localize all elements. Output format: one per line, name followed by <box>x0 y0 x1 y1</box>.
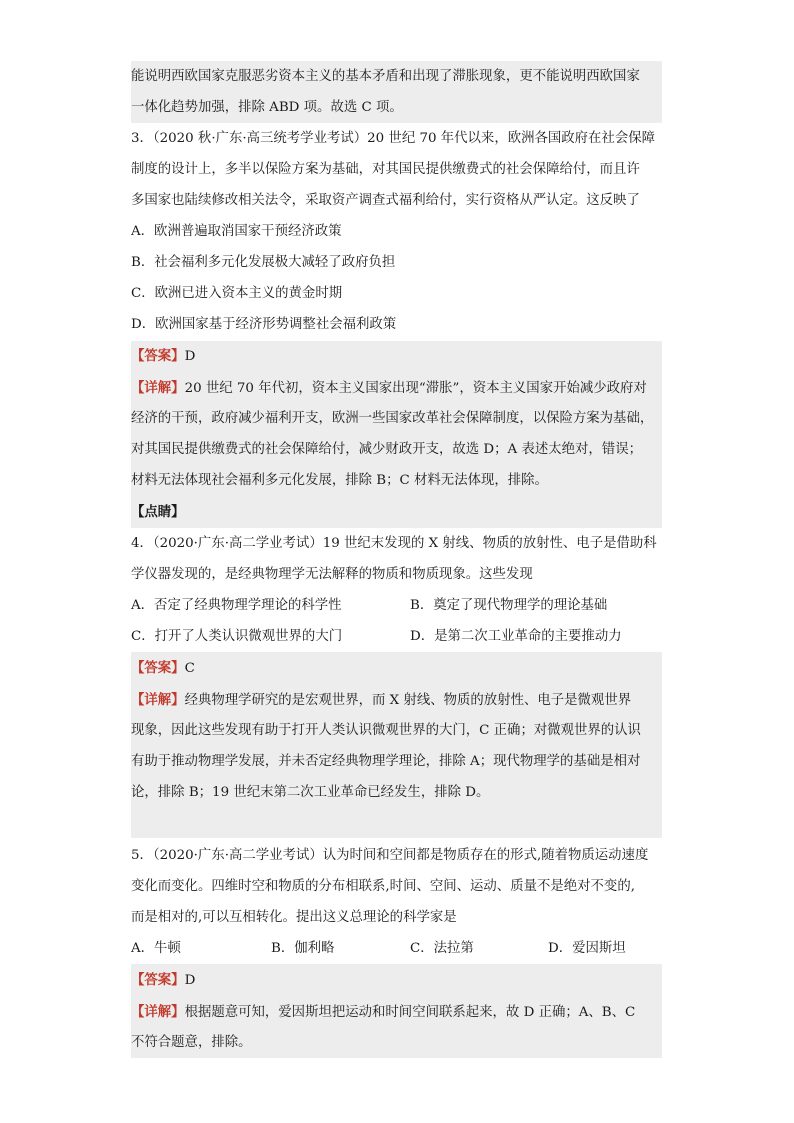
detail-line <box>131 690 662 711</box>
detail-line: 论，排除 B；19 世纪末第二次工业革命已经发生，排除 D。 <box>131 785 490 800</box>
question-3-stem: 制度的设计上，多半以保险方案为基础，对其国民提供缴费式的社会保障给付，而且许 <box>131 162 640 177</box>
detail-line: 不符合题意，排除。 <box>131 1035 252 1050</box>
question-3-stem: 多国家也陆续修改相关法令，采取资产调查式福利给付，实行资格从严认定。这反映了 <box>131 193 640 208</box>
option-b: B．社会福利多元化发展极大减轻了政府负担 <box>131 255 396 270</box>
answer-line <box>131 346 662 367</box>
answer-value: D <box>184 973 196 988</box>
option-c: C．欧洲已进入资本主义的黄金时期 <box>131 286 343 301</box>
answer-tag: 【答案】 <box>131 972 185 988</box>
option-a: A．牛顿 <box>131 941 181 956</box>
detail-tag: 【详解】 <box>131 1004 185 1020</box>
options-row <box>131 596 662 616</box>
detail-line: 现象，因此这些发现有助于打开人类认识微观世界的大门，C 正确；对微观世界的认识 <box>131 723 641 738</box>
detail-line: 经济的干预，政府减少福利开支，欧洲一些国家改革社会保障制度，以保险方案为基础， <box>131 411 654 426</box>
question-5-stem: 5．（2020·广东·高二学业考试）认为时间和空间都是物质存在的形式,随着物质运动速度 <box>131 848 649 863</box>
option-d: D．是第二次工业革命的主要推动力 <box>410 629 622 644</box>
answer-tag: 【答案】 <box>131 348 185 364</box>
question-4-stem: 4．（2020·广东·高二学业考试）19 世纪末发现的 X 射线、物质的放射性、电子是借助科 <box>131 536 657 551</box>
detail-line: 对其国民提供缴费式的社会保障给付，减少财政开支，故选 D；A 表述太绝对，错误； <box>131 442 642 457</box>
answer-shade-q3 <box>131 341 662 528</box>
answer-shade-q4 <box>131 652 662 838</box>
detail-tag: 【详解】 <box>131 380 185 396</box>
detail-text: 20 世纪 70 年代初，资本主义国家出现“滞胀”，资本主义国家开始减少政府对 <box>184 381 647 396</box>
options-row <box>131 939 662 959</box>
text-line: 能说明西欧国家克服恶劣资本主义的基本矛盾和出现了滞胀现象，更不能说明西欧国家 <box>131 69 640 84</box>
point-tag: 【点睛】 <box>131 504 185 520</box>
options-row <box>131 627 662 647</box>
answer-value: D <box>184 349 196 364</box>
detail-text: 根据题意可知，爱因斯坦把运动和时间空间联系起来，故 D 正确；A、B、C <box>184 1005 636 1020</box>
detail-text: 经典物理学研究的是宏观世界，而 X 射线、物质的放射性、电子是微观世界 <box>184 693 632 708</box>
option-c: C．法拉第 <box>410 941 474 956</box>
option-d: D．欧洲国家基于经济形势调整社会福利政策 <box>131 317 397 332</box>
answer-value: C <box>184 661 195 676</box>
point-line <box>131 502 662 523</box>
question-4-stem: 学仪器发现的，是经典物理学无法解释的物质和物质现象。这些发现 <box>131 567 533 582</box>
option-a: A．否定了经典物理学理论的科学性 <box>131 598 342 613</box>
option-b: B．伽利略 <box>271 941 335 956</box>
detail-line <box>131 1002 662 1023</box>
option-c: C．打开了人类认识微观世界的大门 <box>131 629 343 644</box>
detail-tag: 【详解】 <box>131 692 185 708</box>
detail-line: 材料无法体现社会福利多元化发展，排除 B；C 材料无法体现，排除。 <box>131 473 548 488</box>
detail-line <box>131 378 662 399</box>
detail-line: 有助于推动物理学发展，并未否定经典物理学理论，排除 A；现代物理学的基础是相对 <box>131 754 641 769</box>
option-a: A．欧洲普遍取消国家干预经济政策 <box>131 224 342 239</box>
question-5-stem: 而是相对的,可以互相转化。提出这义总理论的科学家是 <box>131 910 457 925</box>
answer-line <box>131 658 662 679</box>
answer-line <box>131 970 662 991</box>
option-b: B．奠定了现代物理学的理论基础 <box>410 598 608 613</box>
question-3-stem: 3．（2020 秋·广东·高三统考学业考试）20 世纪 70 年代以来，欧洲各国政府在社会保障 <box>131 131 656 146</box>
text-line: 一体化趋势加强，排除 ABD 项。故选 C 项。 <box>131 100 403 115</box>
answer-tag: 【答案】 <box>131 660 185 676</box>
option-d: D．爱因斯坦 <box>548 941 626 956</box>
question-5-stem: 变化而变化。四维时空和物质的分布相联系,时间、空间、运动、质量不是绝对不变的, <box>131 879 635 894</box>
